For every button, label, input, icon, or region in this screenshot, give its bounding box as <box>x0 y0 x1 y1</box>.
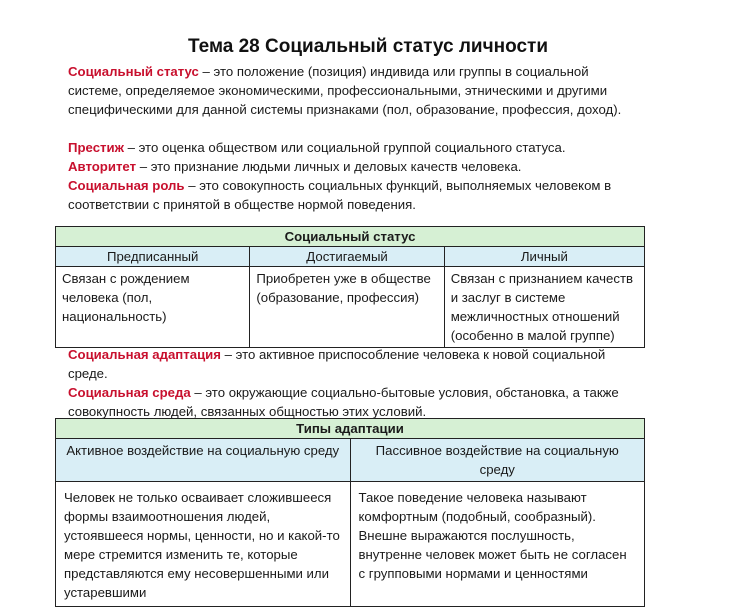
definition-social-status <box>68 62 638 119</box>
definition-text: – это совокупность социальных функций, выполняемых человеком в соответствии с принятой в обществе нормой поведения. <box>68 178 612 212</box>
status-col-header: Предписанный <box>56 247 250 267</box>
term: Авторитет <box>68 159 137 174</box>
definition-social-adaptation <box>68 345 638 383</box>
term: Социальная адаптация <box>68 347 221 362</box>
adaptation-cell: Такое поведение человека называют комфортным (подобный, сообразный). Внешне выражаются послушность, внутренне человек может быть не согласен с групповыми нормами и ценностями <box>350 482 645 607</box>
status-col-header: Достигаемый <box>250 247 444 267</box>
status-cell: Приобретен уже в обществе (образование, профессия) <box>250 267 444 348</box>
term: Престиж <box>68 140 124 155</box>
status-col-header: Личный <box>444 247 644 267</box>
adaptation-col-header: Активное воздействие на социальную среду <box>56 439 351 482</box>
definition-social-role <box>68 176 638 214</box>
status-table-title: Социальный статус <box>56 227 645 247</box>
term: Социальный статус <box>68 64 199 79</box>
status-table <box>55 226 645 348</box>
definition-text: – это положение (позиция) индивида или группы в социальной системе, определяемое экономическими, профессиональными, этническими и другими специфическими для данной системы признаками (пол, образование, профессия, доход). <box>68 64 622 117</box>
status-cell: Связан с признанием качеств и заслуг в системе межличностных отношений (особенно в малой группе) <box>444 267 644 348</box>
definition-authority <box>68 157 638 176</box>
definition-social-environment <box>68 383 638 421</box>
adaptation-col-header: Пассивное воздействие на социальную среду <box>350 439 645 482</box>
definition-text: – это оценка обществом или социальной группой социального статуса. <box>123 140 566 155</box>
term: Социальная среда <box>68 385 191 400</box>
status-cell: Связан с рождением человека (пол, национальность) <box>56 267 250 348</box>
adaptation-cell: Человек не только осваивает сложившееся формы взаимоотношения людей, устоявшееся нормы, ценности, но и какой-то мере стремится изменить те, которые представляются ему несовершенными или устаревшими <box>56 482 351 607</box>
definition-prestige <box>68 138 638 157</box>
term: Социальная роль <box>68 178 185 193</box>
adaptation-table <box>55 418 645 607</box>
page-title: Тема 28 Социальный статус личности <box>187 36 549 57</box>
definition-text: – это активное приспособление человека к новой социальной среде. <box>68 347 606 381</box>
definition-text: – это окружающие социально-бытовые условия, обстановка, а также совокупность людей, связанных общностью этих условий. <box>68 385 619 419</box>
definition-text: – это признание людьми личных и деловых качеств человека. <box>136 159 522 174</box>
adaptation-table-title: Типы адаптации <box>56 419 645 439</box>
